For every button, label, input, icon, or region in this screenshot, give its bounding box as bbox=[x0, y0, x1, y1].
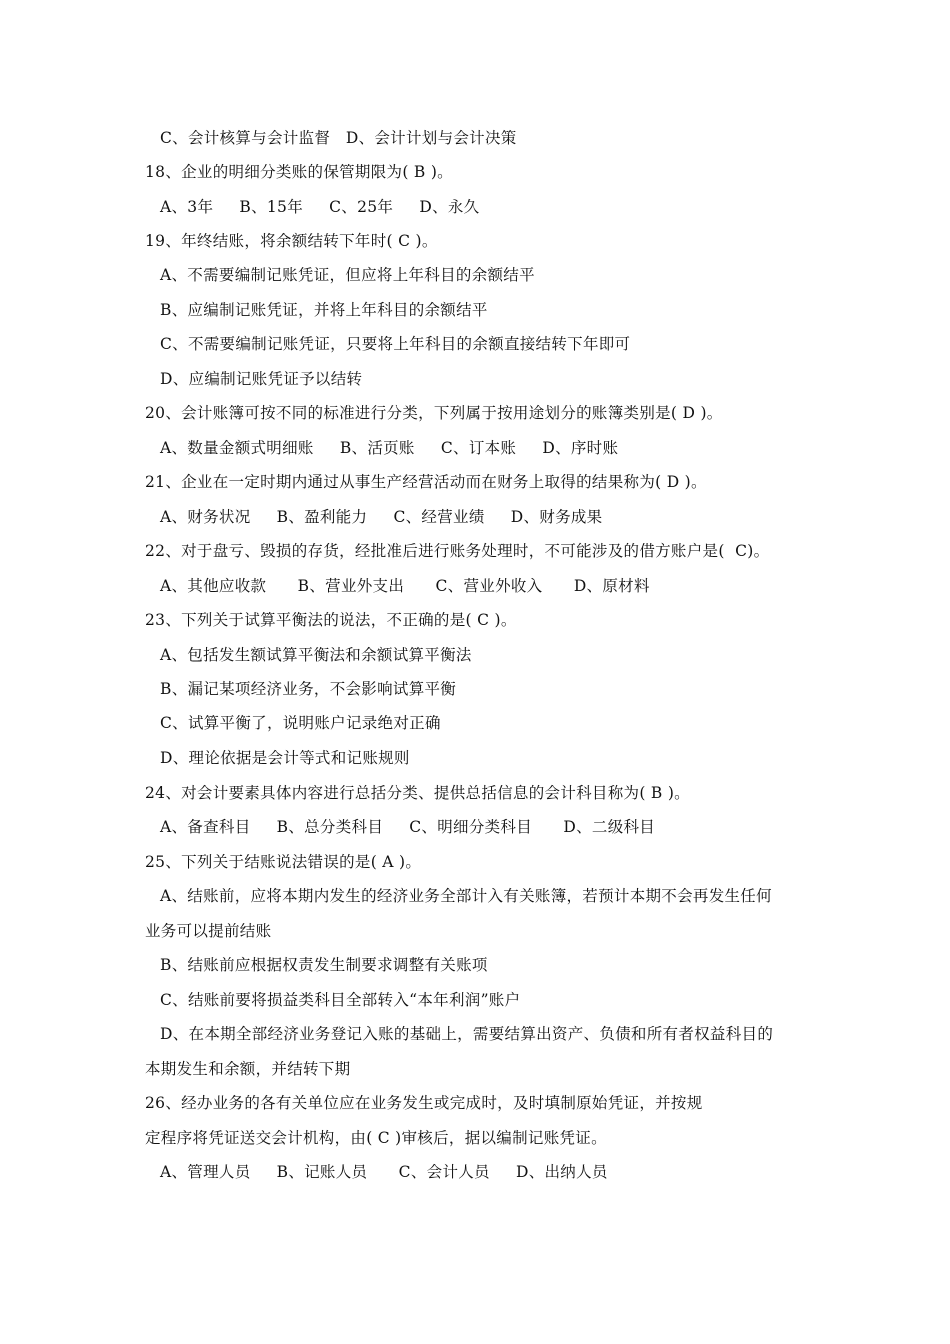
option-line: D、应编制记账凭证予以结转 bbox=[160, 370, 363, 388]
option-line: C、试算平衡了，说明账户记录绝对正确 bbox=[160, 714, 441, 732]
question-line: 24、对会计要素具体内容进行总括分类、提供总括信息的会计科目称为( B )。 bbox=[145, 784, 690, 802]
option-line: B、漏记某项经济业务，不会影响试算平衡 bbox=[160, 680, 457, 698]
option-line: B、结账前应根据权责发生制要求调整有关账项 bbox=[160, 956, 488, 974]
option-line: C、不需要编制记账凭证，只要将上年科目的余额直接结转下年即可 bbox=[160, 335, 631, 353]
option-line: A、结账前，应将本期内发生的经济业务全部计入有关账簿，若预计本期不会再发生任何 bbox=[160, 887, 772, 905]
question-line: 20、会计账簿可按不同的标准进行分类，下列属于按用途划分的账簿类别是( D )。 bbox=[145, 404, 723, 422]
option-line: C、会计核算与会计监督 D、会计计划与会计决策 bbox=[160, 129, 517, 147]
option-line: A、3年 B、15年 C、25年 D、永久 bbox=[160, 198, 480, 216]
question-line: 26、经办业务的各有关单位应在业务发生或完成时，及时填制原始凭证，并按规 bbox=[145, 1094, 703, 1112]
option-line: A、备查科目 B、总分类科目 C、明细分类科目 D、二级科目 bbox=[160, 818, 656, 836]
question-line: 18、企业的明细分类账的保管期限为( B )。 bbox=[145, 163, 453, 181]
question-line: 23、下列关于试算平衡法的说法，不正确的是( C )。 bbox=[145, 611, 517, 629]
option-line: D、在本期全部经济业务登记入账的基础上，需要结算出资产、负债和所有者权益科目的 bbox=[160, 1025, 774, 1043]
question-line: 22、对于盘亏、毁损的存货，经批准后进行账务处理时，不可能涉及的借方账户是( C)。 bbox=[145, 542, 770, 560]
question-line: 19、年终结账，将余额结转下年时( C )。 bbox=[145, 232, 438, 250]
continuation-line: 本期发生和余额，并结转下期 bbox=[145, 1060, 351, 1078]
option-line: D、理论依据是会计等式和记账规则 bbox=[160, 749, 410, 767]
option-line: A、数量金额式明细账 B、活页账 C、订本账 D、序时账 bbox=[160, 439, 619, 457]
option-line: C、结账前要将损益类科目全部转入“本年利润”账户 bbox=[160, 991, 521, 1009]
option-line: A、包括发生额试算平衡法和余额试算平衡法 bbox=[160, 646, 472, 664]
continuation-line: 定程序将凭证送交会计机构，由( C )审核后，据以编制记账凭证。 bbox=[145, 1129, 607, 1147]
question-line: 25、下列关于结账说法错误的是( A )。 bbox=[145, 853, 422, 871]
option-line: A、其他应收款 B、营业外支出 C、营业外收入 D、原材料 bbox=[160, 577, 650, 595]
option-line: A、管理人员 B、记账人员 C、会计人员 D、出纳人员 bbox=[160, 1163, 608, 1181]
option-line: B、应编制记账凭证，并将上年科目的余额结平 bbox=[160, 301, 488, 319]
option-line: A、财务状况 B、盈利能力 C、经营业绩 D、财务成果 bbox=[160, 508, 603, 526]
continuation-line: 业务可以提前结账 bbox=[145, 922, 272, 940]
question-line: 21、企业在一定时期内通过从事生产经营活动而在财务上取得的结果称为( D )。 bbox=[145, 473, 707, 491]
option-line: A、不需要编制记账凭证，但应将上年科目的余额结平 bbox=[160, 266, 535, 284]
